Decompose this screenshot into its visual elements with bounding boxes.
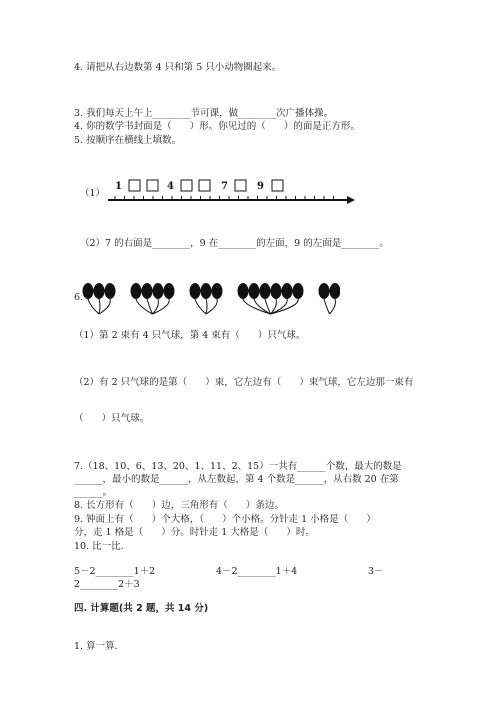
- mark-7: 7: [221, 181, 228, 192]
- question-5: 5. 按顺序在横线上填数。: [74, 135, 182, 146]
- mark-9: 9: [257, 181, 264, 192]
- balloon-string: [254, 299, 271, 314]
- balloon-icon: [282, 283, 293, 299]
- blank-box-5[interactable]: [181, 180, 192, 191]
- balloon-string: [206, 299, 207, 314]
- question-5-part-2: （2）7 的右面是________，9 在________的左面，9 的左面是________。: [80, 238, 389, 249]
- question-3: 3. 我们每天上午上________节可课，做________次广播体操。: [74, 108, 334, 119]
- question-6-number: 6.: [74, 292, 84, 303]
- question-7-line-2: ______，最小的数是______，从左数起，第 4 个数是______，从右数 20 在第: [74, 474, 399, 485]
- balloon-string: [324, 299, 330, 314]
- question-4-shapes: 4. 你的数学书封面是（ ）形。你见过的（ ）的面是正方形。: [74, 121, 360, 132]
- balloon-icon: [260, 283, 271, 299]
- section-4-heading: 四. 计算题(共 2 题，共 14 分): [74, 603, 209, 614]
- question-6-part-2-cont: （ ）只气球。: [74, 413, 150, 424]
- balloon-icon: [330, 283, 341, 299]
- compare-item-4: 2________2＋3: [74, 579, 140, 590]
- balloon-icon: [153, 283, 164, 299]
- question-8: 8. 长方形有（ ）边，三角形有（ ）条边。: [74, 500, 284, 511]
- balloon-group-5: [319, 283, 341, 314]
- balloon-group-3: [190, 283, 223, 314]
- balloon-icon: [94, 283, 105, 299]
- balloon-icon: [142, 283, 153, 299]
- number-line-arrow: [347, 196, 355, 204]
- number-line: [75, 172, 360, 212]
- balloon-string: [88, 299, 99, 314]
- question-9-line-1: 9. 钟面上有（ ）个大格，（ ）个小格。分针走 1 小格是（ ）: [74, 514, 376, 525]
- blank-box-10[interactable]: [272, 180, 283, 191]
- balloon-icon: [190, 283, 201, 299]
- balloon-string: [136, 299, 153, 314]
- blank-box-2[interactable]: [129, 180, 140, 191]
- compare-item-1: 5－2________1＋2: [74, 566, 156, 577]
- balloon-group-4: [238, 283, 304, 314]
- question-9-line-2: 分，走 1 格是（ ）分。时针走 1 大格是（ ）时。: [74, 527, 315, 538]
- balloon-string: [99, 299, 100, 314]
- balloon-icon: [105, 283, 116, 299]
- blank-box-3[interactable]: [147, 180, 158, 191]
- blank-box-8[interactable]: [235, 180, 246, 191]
- question-10: 10. 比一比.: [74, 541, 124, 552]
- balloon-string: [99, 299, 110, 314]
- mark-4: 4: [167, 181, 174, 192]
- question-6-part-1: （1）第 2 束有 4 只气球，第 4 束有（ ）只气球。: [74, 330, 306, 341]
- balloon-icon: [164, 283, 175, 299]
- balloon-icon: [271, 283, 282, 299]
- blank-box-6[interactable]: [199, 180, 210, 191]
- balloon-group-2: [131, 283, 175, 314]
- balloon-icon: [319, 283, 330, 299]
- balloon-string: [206, 299, 217, 314]
- mark-1: 1: [115, 181, 122, 192]
- balloon-groups: [80, 280, 340, 320]
- balloon-icon: [212, 283, 223, 299]
- balloon-icon: [293, 283, 304, 299]
- balloon-icon: [238, 283, 249, 299]
- calc-question-1: 1. 算一算.: [74, 641, 118, 652]
- number-line-label: （1）: [80, 188, 106, 199]
- question-6-part-2: （2）有 2 只气球的是第（ ）束，它左边有（ ）束气球，它左边那一束有: [74, 377, 414, 388]
- balloon-string: [330, 299, 336, 314]
- balloon-group-1: [83, 283, 116, 314]
- balloon-string: [195, 299, 206, 314]
- question-7-line-1: 7.（18、10、6、13、20、1、11、2、15）一共有______个数，最大的数是: [74, 461, 402, 472]
- question-4-animals: 4. 请把从右边数第 4 只和第 5 只小动物圈起来。: [74, 62, 282, 73]
- compare-item-2: 4－2________1＋4: [216, 566, 298, 577]
- balloon-icon: [83, 283, 94, 299]
- balloon-icon: [249, 283, 260, 299]
- balloon-icon: [131, 283, 142, 299]
- compare-item-3: 3－: [368, 566, 384, 577]
- question-7-line-3: ______。: [74, 487, 113, 498]
- balloon-icon: [201, 283, 212, 299]
